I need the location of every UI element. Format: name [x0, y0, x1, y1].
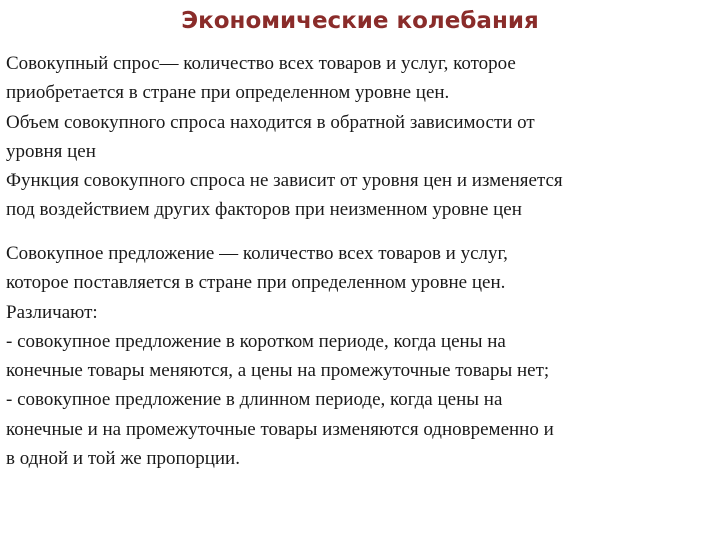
slide-title: Экономические колебания [181, 8, 539, 34]
text-line: в одной и той же пропорции. [6, 448, 240, 470]
aggregate-supply-text [6, 239, 714, 473]
text-line: - совокупное предложение в длинном периоде, когда цены на [6, 389, 503, 411]
text-line: - совокупное предложение в коротком периоде, когда цены на [6, 330, 506, 352]
text-line: Объем совокупного спроса находится в обратной зависимости от [6, 111, 535, 133]
text-line: которое поставляется в стране при определенном уровне цен. [6, 272, 506, 294]
text-line: приобретается в стране при определенном уровне цен. [6, 82, 450, 104]
text-line: конечные и на промежуточные товары изменяются одновременно и [6, 418, 554, 440]
text-line: Функция совокупного спроса не зависит от уровня цен и изменяется [6, 170, 563, 192]
text-line: конечные товары меняются, а цены на промежуточные товары нет; [6, 360, 550, 382]
text-line: под воздействием других факторов при неизменном уровне цен [6, 199, 522, 221]
text-line: уровня цен [6, 140, 96, 162]
aggregate-demand-text [6, 49, 714, 225]
text-line: Совокупное предложение — количество всех товаров и услуг, [6, 243, 508, 264]
text-line: Различают: [6, 301, 98, 323]
text-line: Совокупный спрос— количество всех товаров и услуг, которое [6, 53, 516, 74]
